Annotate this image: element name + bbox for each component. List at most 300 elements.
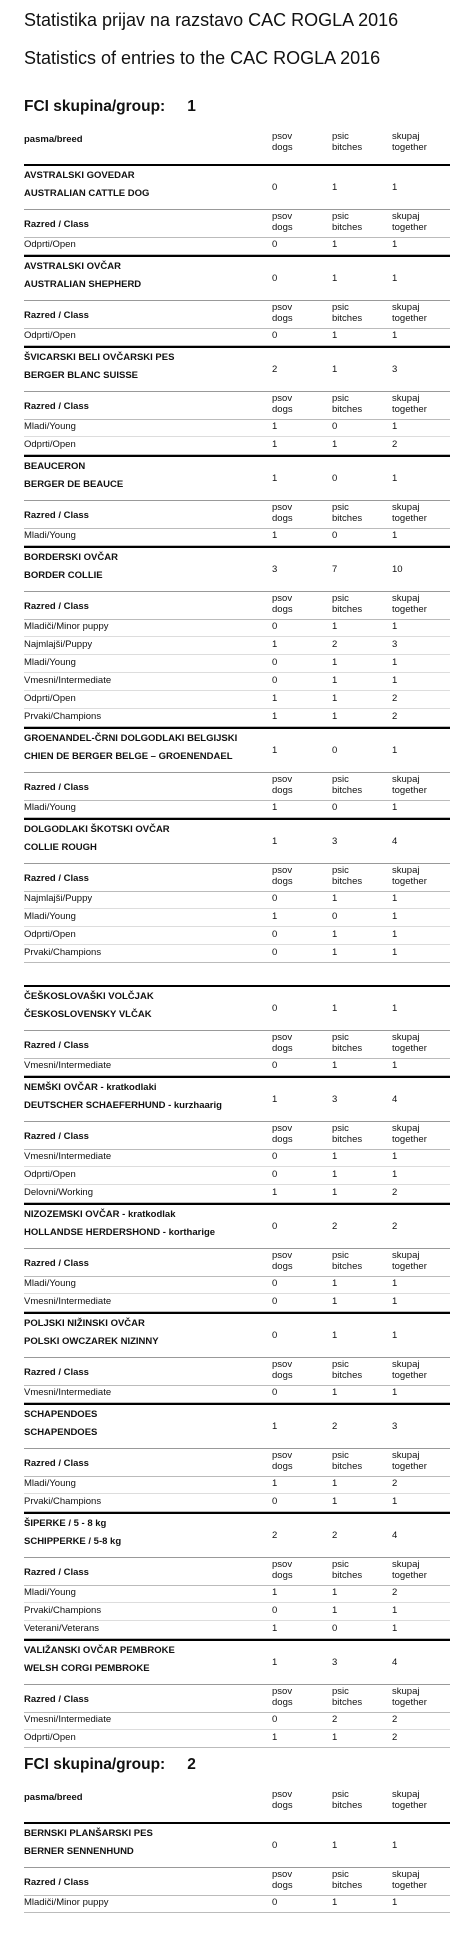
class-dogs-count: 1 <box>272 1187 278 1198</box>
breed-bitches-count: 1 <box>332 182 338 193</box>
class-header <box>24 392 450 420</box>
breed-bitches-count: 0 <box>332 473 338 484</box>
together-header-line2: together <box>392 1460 427 1472</box>
group-number: 2 <box>187 1756 196 1773</box>
class-row <box>24 1185 450 1203</box>
dogs-header-line1: psov <box>272 1123 293 1134</box>
breed-dogs-count: 0 <box>272 1221 278 1232</box>
bitches-header-line2: bitches <box>332 1696 363 1708</box>
class-name: Odprti/Open <box>24 693 76 704</box>
together-header <box>392 1360 450 1381</box>
breed-name-slovenian: NIZOZEMSKI OVČAR - kratkodlak <box>24 1209 176 1220</box>
bitches-header <box>332 1687 392 1708</box>
class-name: Najmlajši/Puppy <box>24 639 93 650</box>
dogs-header <box>272 775 332 796</box>
breed-name-english: AUSTRALIAN CATTLE DOG <box>24 188 150 199</box>
together-header <box>392 132 450 153</box>
class-row <box>24 1494 450 1512</box>
dogs-header-line2: dogs <box>272 141 293 153</box>
class-dogs-count: 0 <box>272 1387 278 1398</box>
bitches-header-line1: psic <box>332 593 349 604</box>
breed-name-english: CHIEN DE BERGER BELGE – GROENENDAEL <box>24 751 233 762</box>
bitches-header-line2: bitches <box>332 1460 363 1472</box>
bitches-header <box>332 1033 392 1054</box>
class-dogs-count: 0 <box>272 1278 278 1289</box>
breed-name-english: ČESKOSLOVENSKY VLČAK <box>24 1009 152 1020</box>
breed-row <box>24 1312 450 1358</box>
bitches-header <box>332 303 392 324</box>
bitches-header <box>332 1251 392 1272</box>
together-header <box>392 594 450 615</box>
class-total-count: 2 <box>392 1714 398 1725</box>
class-row <box>24 528 450 546</box>
page-title-slovenian: Statistika prijav na razstavo CAC ROGLA 2016 <box>24 10 399 30</box>
bitches-header-line1: psic <box>332 393 349 404</box>
class-dogs-count: 0 <box>272 1897 278 1908</box>
dogs-header-line2: dogs <box>272 403 293 415</box>
class-total-count: 1 <box>392 1169 398 1180</box>
class-total-count: 2 <box>392 439 398 450</box>
class-total-count: 1 <box>392 1496 398 1507</box>
breed-bitches-count: 3 <box>332 836 338 847</box>
class-total-count: 1 <box>392 239 398 250</box>
breed-row <box>24 255 450 301</box>
class-header-label: Razred / Class <box>24 601 89 612</box>
class-dogs-count: 1 <box>272 802 278 813</box>
class-row <box>24 437 450 455</box>
dogs-header-line2: dogs <box>272 1799 293 1811</box>
class-bitches-count: 0 <box>332 530 338 541</box>
class-dogs-count: 0 <box>272 621 278 632</box>
breed-total-count: 4 <box>392 1657 398 1668</box>
bitches-header-line1: psic <box>332 1359 349 1370</box>
class-name: Prvaki/Champions <box>24 947 102 958</box>
breed-total-count: 4 <box>392 1530 398 1541</box>
class-total-count: 1 <box>392 1151 398 1162</box>
bitches-header <box>332 1870 392 1891</box>
breed-name-english: COLLIE ROUGH <box>24 842 97 853</box>
class-dogs-count: 0 <box>272 239 278 250</box>
class-bitches-count: 1 <box>332 675 338 686</box>
together-header-line2: together <box>392 1260 427 1272</box>
class-dogs-count: 1 <box>272 911 278 922</box>
class-row <box>24 891 450 909</box>
class-header-label: Razred / Class <box>24 1131 89 1142</box>
pasma-breed-header: pasma/breed <box>24 1792 83 1803</box>
together-header-line2: together <box>392 1696 427 1708</box>
breed-name-english: AUSTRALIAN SHEPHERD <box>24 279 142 290</box>
dogs-header-line2: dogs <box>272 1696 293 1708</box>
together-header <box>392 1251 450 1272</box>
dogs-header-line1: psov <box>272 302 293 313</box>
class-name: Vmesni/Intermediate <box>24 1060 112 1071</box>
breed-row <box>24 818 450 864</box>
class-bitches-count: 1 <box>332 1732 338 1743</box>
together-header-line2: together <box>392 1133 427 1145</box>
class-row <box>24 1058 450 1076</box>
breed-row <box>24 346 450 392</box>
dogs-header-line2: dogs <box>272 784 293 796</box>
page-title-english: Statistics of entries to the CAC ROGLA 2016 <box>24 48 381 68</box>
dogs-header-line1: psov <box>272 502 293 513</box>
breed-name-slovenian: ŠVICARSKI BELI OVČARSKI PES <box>24 352 175 363</box>
class-bitches-count: 1 <box>332 1387 338 1398</box>
breed-row <box>24 455 450 501</box>
bitches-header <box>332 1451 392 1472</box>
dogs-header-line2: dogs <box>272 1879 293 1891</box>
class-dogs-count: 0 <box>272 1151 278 1162</box>
bitches-header-line1: psic <box>332 865 349 876</box>
bitches-header-line2: bitches <box>332 141 363 153</box>
breed-name-slovenian: VALIŽANSKI OVČAR PEMBROKE <box>24 1645 175 1656</box>
class-name: Vmesni/Intermediate <box>24 1151 112 1162</box>
class-name: Odprti/Open <box>24 929 76 940</box>
bitches-header-line1: psic <box>332 131 349 142</box>
class-name: Vmesni/Intermediate <box>24 1296 112 1307</box>
dogs-header <box>272 303 332 324</box>
breed-total-count: 3 <box>392 364 398 375</box>
class-header <box>24 1122 450 1150</box>
together-header-line1: skupaj <box>392 1123 420 1134</box>
breed-total-count: 3 <box>392 1421 398 1432</box>
breed-row <box>24 1512 450 1558</box>
bitches-header <box>332 1360 392 1381</box>
together-header-line1: skupaj <box>392 774 420 785</box>
dogs-header-line1: psov <box>272 774 293 785</box>
class-bitches-count: 1 <box>332 1187 338 1198</box>
class-dogs-count: 0 <box>272 947 278 958</box>
breed-dogs-count: 0 <box>272 182 278 193</box>
class-name: Vmesni/Intermediate <box>24 1387 112 1398</box>
class-row <box>24 945 450 963</box>
together-header-line1: skupaj <box>392 1686 420 1697</box>
breed-name-english: BERGER BLANC SUISSE <box>24 370 139 381</box>
bitches-header <box>332 1560 392 1581</box>
class-bitches-count: 0 <box>332 802 338 813</box>
class-total-count: 3 <box>392 639 398 650</box>
together-header <box>392 212 450 233</box>
class-header <box>24 864 450 892</box>
class-row <box>24 909 450 927</box>
dogs-header <box>272 1360 332 1381</box>
class-total-count: 1 <box>392 1387 398 1398</box>
dogs-header-line1: psov <box>272 1250 293 1261</box>
together-header-line1: skupaj <box>392 302 420 313</box>
dogs-header <box>272 1870 332 1891</box>
class-name: Delovni/Working <box>24 1187 93 1198</box>
together-header <box>392 1687 450 1708</box>
class-bitches-count: 0 <box>332 911 338 922</box>
together-header-line1: skupaj <box>392 211 420 222</box>
class-row <box>24 1276 450 1294</box>
together-header-line1: skupaj <box>392 593 420 604</box>
class-header-label: Razred / Class <box>24 1877 89 1888</box>
class-dogs-count: 1 <box>272 1623 278 1634</box>
bitches-header-line2: bitches <box>332 1133 363 1145</box>
breed-bitches-count: 1 <box>332 273 338 284</box>
class-total-count: 1 <box>392 621 398 632</box>
dogs-header <box>272 503 332 524</box>
class-total-count: 1 <box>392 1278 398 1289</box>
class-row <box>24 1167 450 1185</box>
class-header <box>24 210 450 238</box>
breed-name-english: WELSH CORGI PEMBROKE <box>24 1663 150 1674</box>
class-total-count: 2 <box>392 1732 398 1743</box>
bitches-header-line1: psic <box>332 1559 349 1570</box>
dogs-header-line1: psov <box>272 593 293 604</box>
bitches-header-line2: bitches <box>332 1369 363 1381</box>
breed-name-english: DEUTSCHER SCHAEFERHUND - kurzhaarig <box>24 1100 222 1111</box>
together-header <box>392 303 450 324</box>
breed-name-english: BERNER SENNENHUND <box>24 1846 134 1857</box>
together-header-line2: together <box>392 221 427 233</box>
table-header <box>24 1786 450 1823</box>
class-total-count: 1 <box>392 929 398 940</box>
dogs-header-line2: dogs <box>272 1260 293 1272</box>
dogs-header <box>272 1790 332 1811</box>
together-header <box>392 775 450 796</box>
bitches-header <box>332 132 392 153</box>
class-name: Odprti/Open <box>24 439 76 450</box>
dogs-header <box>272 1560 332 1581</box>
dogs-header-line2: dogs <box>272 1042 293 1054</box>
class-name: Prvaki/Champions <box>24 1496 102 1507</box>
dogs-header-line1: psov <box>272 1869 293 1880</box>
bitches-header-line2: bitches <box>332 875 363 887</box>
class-dogs-count: 0 <box>272 1169 278 1180</box>
bitches-header-line1: psic <box>332 1250 349 1261</box>
class-name: Prvaki/Champions <box>24 1605 102 1616</box>
class-row <box>24 927 450 945</box>
breed-name-slovenian: DOLGODLAKI ŠKOTSKI OVČAR <box>24 824 170 835</box>
bitches-header-line1: psic <box>332 502 349 513</box>
breed-dogs-count: 1 <box>272 1094 278 1105</box>
class-dogs-count: 0 <box>272 893 278 904</box>
class-name: Odprti/Open <box>24 1169 76 1180</box>
breed-dogs-count: 3 <box>272 564 278 575</box>
dogs-header-line1: psov <box>272 1450 293 1461</box>
dogs-header-line2: dogs <box>272 875 293 887</box>
class-name: Vmesni/Intermediate <box>24 675 112 686</box>
breed-total-count: 10 <box>392 564 403 575</box>
bitches-header-line1: psic <box>332 1450 349 1461</box>
breed-total-count: 1 <box>392 1003 398 1014</box>
class-header <box>24 592 450 620</box>
class-header-label: Razred / Class <box>24 310 89 321</box>
class-total-count: 1 <box>392 675 398 686</box>
class-bitches-count: 1 <box>332 1169 338 1180</box>
together-header-line2: together <box>392 312 427 324</box>
breed-row <box>24 1076 450 1122</box>
class-bitches-count: 1 <box>332 657 338 668</box>
breed-name-slovenian: AVSTRALSKI OVČAR <box>24 261 121 272</box>
class-dogs-count: 0 <box>272 1496 278 1507</box>
class-bitches-count: 2 <box>332 639 338 650</box>
class-row <box>24 1476 450 1494</box>
dogs-header-line2: dogs <box>272 1460 293 1472</box>
together-header <box>392 1451 450 1472</box>
class-dogs-count: 0 <box>272 929 278 940</box>
together-header-line2: together <box>392 1799 427 1811</box>
breed-total-count: 1 <box>392 745 398 756</box>
dogs-header-line2: dogs <box>272 1133 293 1145</box>
class-header <box>24 773 450 801</box>
class-name: Mladi/Young <box>24 530 76 541</box>
class-total-count: 1 <box>392 330 398 341</box>
dogs-header-line1: psov <box>272 1359 293 1370</box>
breed-row <box>24 546 450 592</box>
breed-name-english: POLSKI OWCZAREK NIZINNY <box>24 1336 159 1347</box>
bitches-header-line1: psic <box>332 1032 349 1043</box>
breed-bitches-count: 1 <box>332 364 338 375</box>
bitches-header <box>332 212 392 233</box>
breed-name-slovenian: SCHAPENDOES <box>24 1409 98 1420</box>
breed-dogs-count: 1 <box>272 1657 278 1668</box>
class-row <box>24 673 450 691</box>
class-bitches-count: 1 <box>332 1296 338 1307</box>
class-total-count: 2 <box>392 1187 398 1198</box>
breed-name-english: SCHIPPERKE / 5-8 kg <box>24 1536 122 1547</box>
class-row <box>24 619 450 637</box>
class-total-count: 2 <box>392 1478 398 1489</box>
together-header <box>392 1560 450 1581</box>
breed-dogs-count: 1 <box>272 1421 278 1432</box>
class-bitches-count: 0 <box>332 1623 338 1634</box>
together-header <box>392 1790 450 1811</box>
together-header <box>392 503 450 524</box>
breed-total-count: 4 <box>392 836 398 847</box>
group-title <box>24 1756 196 1774</box>
dogs-header-line2: dogs <box>272 512 293 524</box>
class-name: Mladiči/Minor puppy <box>24 621 109 632</box>
class-row <box>24 655 450 673</box>
class-header <box>24 1558 450 1586</box>
dogs-header-line1: psov <box>272 1559 293 1570</box>
dogs-header <box>272 1033 332 1054</box>
class-header-label: Razred / Class <box>24 873 89 884</box>
bitches-header <box>332 1790 392 1811</box>
class-dogs-count: 0 <box>272 330 278 341</box>
class-bitches-count: 1 <box>332 1496 338 1507</box>
breed-bitches-count: 2 <box>332 1421 338 1432</box>
class-dogs-count: 1 <box>272 1732 278 1743</box>
together-header <box>392 866 450 887</box>
class-dogs-count: 0 <box>272 657 278 668</box>
group-number: 1 <box>187 98 196 115</box>
class-name: Mladi/Young <box>24 1478 76 1489</box>
bitches-header <box>332 503 392 524</box>
bitches-header-line2: bitches <box>332 603 363 615</box>
class-total-count: 1 <box>392 657 398 668</box>
breed-total-count: 4 <box>392 1094 398 1105</box>
class-row <box>24 1730 450 1748</box>
breed-name-english: BERGER DE BEAUCE <box>24 479 124 490</box>
class-bitches-count: 0 <box>332 421 338 432</box>
dogs-header-line1: psov <box>272 1686 293 1697</box>
class-header-label: Razred / Class <box>24 1367 89 1378</box>
breed-dogs-count: 2 <box>272 364 278 375</box>
together-header-line2: together <box>392 784 427 796</box>
together-header-line1: skupaj <box>392 131 420 142</box>
class-total-count: 1 <box>392 1623 398 1634</box>
class-bitches-count: 1 <box>332 1151 338 1162</box>
class-total-count: 1 <box>392 947 398 958</box>
class-row <box>24 1585 450 1603</box>
class-header <box>24 1868 450 1896</box>
dogs-header-line1: psov <box>272 131 293 142</box>
dogs-header-line1: psov <box>272 1789 293 1800</box>
class-name: Vmesni/Intermediate <box>24 1714 112 1725</box>
class-header <box>24 1449 450 1477</box>
group-label: FCI skupina/group: <box>24 1756 166 1773</box>
bitches-header-line2: bitches <box>332 1260 363 1272</box>
class-bitches-count: 1 <box>332 439 338 450</box>
breed-bitches-count: 1 <box>332 1840 338 1851</box>
bitches-header-line1: psic <box>332 1686 349 1697</box>
class-dogs-count: 0 <box>272 1296 278 1307</box>
class-header <box>24 1031 450 1059</box>
class-header <box>24 501 450 529</box>
dogs-header-line2: dogs <box>272 221 293 233</box>
breed-bitches-count: 2 <box>332 1221 338 1232</box>
bitches-header <box>332 594 392 615</box>
bitches-header-line2: bitches <box>332 1569 363 1581</box>
class-header-label: Razred / Class <box>24 1567 89 1578</box>
class-header <box>24 301 450 329</box>
together-header <box>392 1870 450 1891</box>
breed-total-count: 1 <box>392 182 398 193</box>
together-header-line1: skupaj <box>392 1559 420 1570</box>
bitches-header-line1: psic <box>332 302 349 313</box>
table-header <box>24 128 450 165</box>
together-header-line2: together <box>392 875 427 887</box>
class-row <box>24 1895 450 1913</box>
dogs-header-line2: dogs <box>272 1369 293 1381</box>
breed-dogs-count: 0 <box>272 1330 278 1341</box>
class-total-count: 1 <box>392 530 398 541</box>
class-bitches-count: 1 <box>332 929 338 940</box>
class-total-count: 1 <box>392 1060 398 1071</box>
breed-dogs-count: 1 <box>272 473 278 484</box>
class-row <box>24 419 450 437</box>
class-bitches-count: 1 <box>332 1060 338 1071</box>
class-bitches-count: 2 <box>332 1714 338 1725</box>
class-row <box>24 1621 450 1639</box>
breed-total-count: 1 <box>392 273 398 284</box>
class-total-count: 2 <box>392 711 398 722</box>
class-bitches-count: 1 <box>332 621 338 632</box>
breed-row <box>24 1639 450 1685</box>
together-header <box>392 394 450 415</box>
class-bitches-count: 1 <box>332 711 338 722</box>
breed-row <box>24 985 450 1031</box>
breed-name-slovenian: NEMŠKI OVČAR - kratkodlaki <box>24 1082 157 1093</box>
bitches-header-line2: bitches <box>332 312 363 324</box>
together-header-line2: together <box>392 1369 427 1381</box>
together-header-line2: together <box>392 1879 427 1891</box>
breed-dogs-count: 2 <box>272 1530 278 1541</box>
breed-bitches-count: 7 <box>332 564 338 575</box>
class-bitches-count: 1 <box>332 1897 338 1908</box>
together-header-line1: skupaj <box>392 1869 420 1880</box>
class-header-label: Razred / Class <box>24 1694 89 1705</box>
class-header <box>24 1358 450 1386</box>
class-dogs-count: 0 <box>272 1714 278 1725</box>
class-total-count: 2 <box>392 693 398 704</box>
together-header-line1: skupaj <box>392 502 420 513</box>
breed-bitches-count: 0 <box>332 745 338 756</box>
class-dogs-count: 0 <box>272 1060 278 1071</box>
